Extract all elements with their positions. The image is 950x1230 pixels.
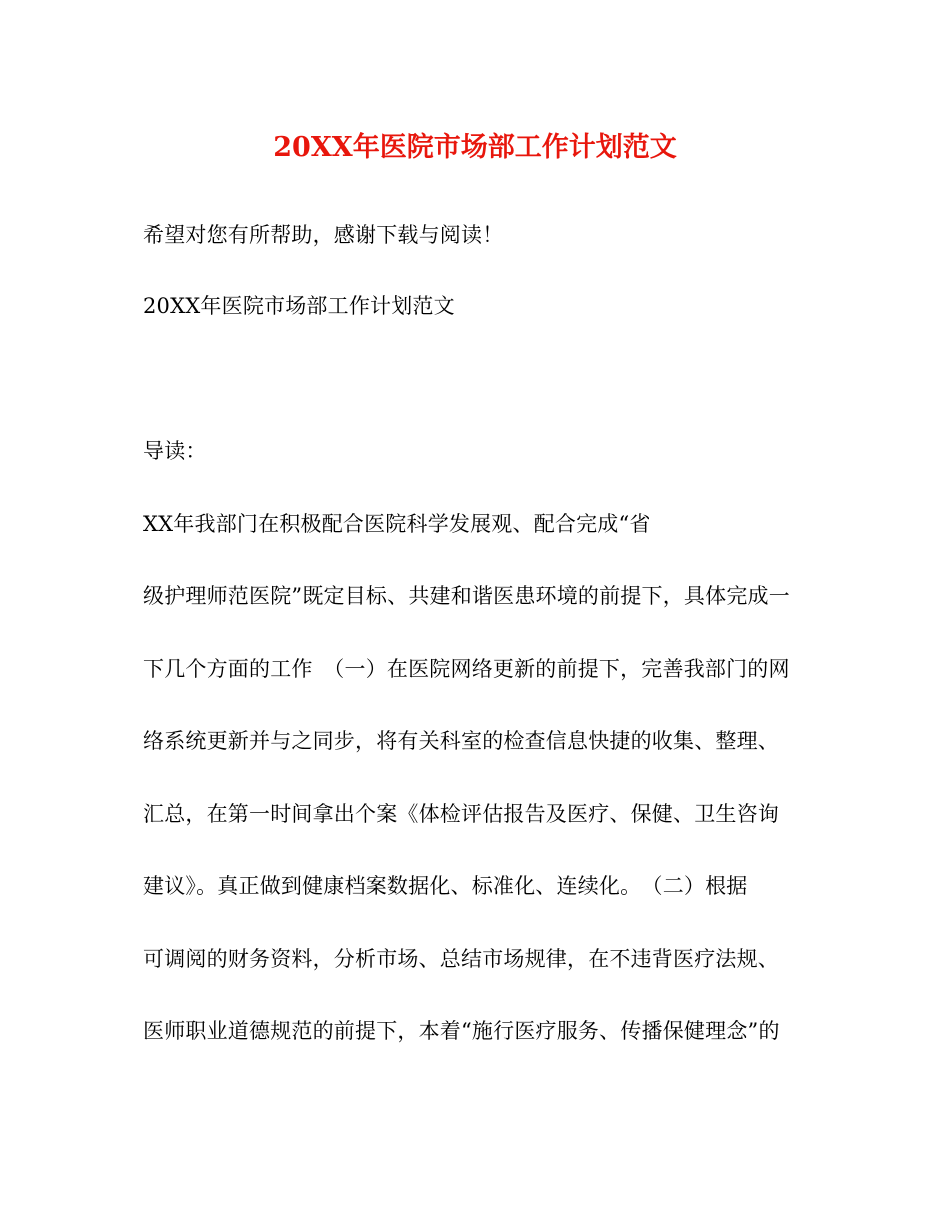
- intro-label: 导读：: [143, 439, 207, 463]
- body-line: 汇总，在第一时间拿出个案《体检评估报告及医疗、保健、卫生咨询: [143, 802, 779, 826]
- body-line: 可调阅的财务资料，分析市场、总结市场规律，在不违背医疗法规、: [143, 947, 779, 971]
- body-line: XX年我部门在积极配合医院科学发展观、配合完成“省: [143, 512, 651, 536]
- subtitle-text: 20XX年医院市场部工作计划范文: [143, 294, 455, 318]
- body-line: 级护理师范医院”既定目标、共建和谐医患环境的前提下，具体完成一: [143, 584, 790, 608]
- body-line: 建议》。真正做到健康档案数据化、标准化、连续化。 （二）根据: [143, 874, 748, 898]
- document-title: 20XX年医院市场部工作计划范文: [273, 132, 677, 163]
- greeting-text: 希望对您有所帮助，感谢下载与阅读！: [143, 223, 504, 247]
- body-line: 医师职业道德规范的前提下，本着“施行医疗服务、传播保健理念”的: [143, 1019, 780, 1043]
- body-line: 下几个方面的工作 （一）在医院网络更新的前提下，完善我部门的网: [143, 657, 790, 681]
- body-line: 络系统更新并与之同步，将有关科室的检查信息快捷的收集、整理、: [143, 729, 779, 753]
